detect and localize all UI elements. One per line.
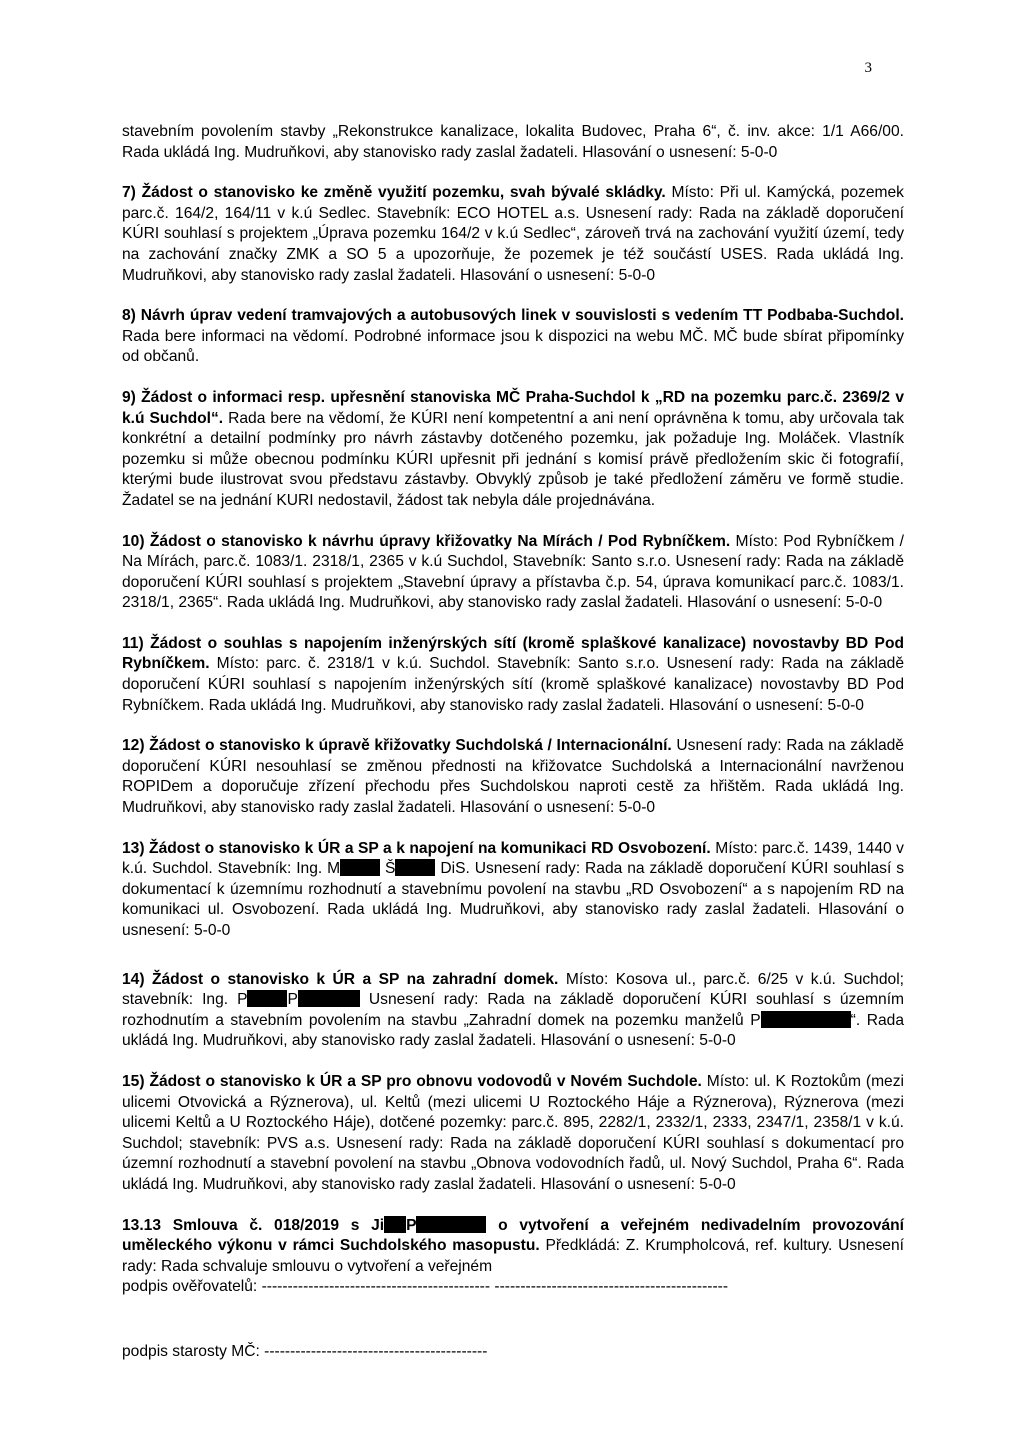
item-7: [122, 183, 904, 286]
item-14: [122, 970, 904, 1052]
redaction-block: [395, 859, 435, 876]
item-7-body: Místo: Při ul. Kamýcká, pozemek parc.č. 164/2, 164/11 v k.ú Sedlec. Stavebník: ECO HOTEL a.s. Usnesení rady: Rada na základě doporučení KÚRI souhlasí s projektem „Úprava pozemku 164/2 v k.ú Sedlec“, zároveň trvá na zachování využití území, tedy na zachování značky ZMK a SO 5 a upozorňuje, že pozemek je též součástí USES. Rada ukládá Ing. Mudruňkovi, aby stanovisko rady zaslal žadateli. Hlasování o usnesení: 5-0-0: [122, 184, 904, 284]
item-10-body: Místo: Pod Rybníčkem / Na Mírách, parc.č. 1083/1. 2318/1, 2365 v k.ú Suchdol, Stavebník: Santo s.r.o. Usnesení rady: Rada na základě doporučení KÚRI souhlasí s projektem „Stavební úpravy a přístavba č.p. 54, úprava komunikací parc.č. 1083/1. 2318/1, 2365“. Rada ukládá Ing. Mudruňkovi, aby stanovisko rady zaslal žadateli. Hlasování o usnesení: 5-0-0: [122, 532, 905, 612]
redaction-block: [384, 1216, 406, 1233]
item-13-title: 13) Žádost o stanovisko k ÚR a SP a k napojení na komunikaci RD Osvobození.: [122, 839, 711, 857]
item-14-body-c: Usnesení rady: Rada na základě doporučení KÚRI souhlasí s územním rozhodnutím a stavebním povolením na stavbu „Zahradní domek na pozemku manželů P: [122, 991, 905, 1029]
item-11: [122, 634, 904, 716]
item-9: [122, 388, 904, 512]
item-8-title: 8) Návrh úprav vedení tramvajových a autobusových linek v souvislosti s vedením TT Podbaba-Suchdol.: [122, 307, 904, 325]
item-14-body-b: P: [287, 991, 298, 1009]
item-14-body-a: Místo: Kosova ul., parc.č. 6/25 v k.ú. Suchdol; stavebník: Ing. P: [122, 970, 905, 1009]
item-13-body-b: Š: [380, 860, 396, 878]
redaction-block: [247, 990, 287, 1007]
item-8: [122, 306, 904, 368]
redaction-block: [298, 990, 360, 1007]
contract-title-b: P: [406, 1216, 417, 1234]
intro-paragraph: stavebním povolením stavby „Rekonstrukce kanalizace, lokalita Budovec, Praha 6“, č. inv. akce: 1/1 A66/00. Rada ukládá Ing. Mudruňkovi, aby stanovisko rady zaslal žadateli. Hlasování o usnesení: 5-0-0: [122, 123, 904, 161]
item-10: [122, 532, 904, 614]
contract-title-a: 13.13 Smlouva č. 018/2019 s Ji: [122, 1216, 385, 1234]
item-7-title: 7) Žádost o stanovisko ke změně využití pozemku, svah bývalé skládky.: [122, 184, 666, 202]
contract-body: Předkládá: Z. Krumpholcová, ref. kultury. Usnesení rady: Rada schvaluje smlouvu o vytvoření a veřejném: [122, 1237, 904, 1275]
contract-item: [122, 1216, 904, 1278]
item-12: [122, 736, 904, 818]
contract-title-c: o vytvoření a veřejném nedivadelním provozování uměleckého výkonu v rámci Suchdolského masopustu.: [122, 1216, 904, 1255]
item-13: [122, 839, 904, 942]
verifiers-signature-line: podpis ověřovatelů: -------------------------------------------- ---------------------------------------------: [122, 1278, 729, 1296]
item-15-body: Místo: ul. K Roztokům (mezi ulicemi Otvovická a Rýznerova), ul. Keltů (mezi ulicemi U Roztockého Háje a Rýznerova), Rýznerova (mezi ulicemi Keltů a U Roztockého Háje), dotčené pozemky: parc.č. 895, 2282/1, 2332/1, 2333, 2347/1, 2358/1 v k.ú. Suchdol; stavebník: PVS a.s. Usnesení rady: Rada na základě doporučení KÚRI souhlasí s dokumentací pro územní rozhodnutí a stavební povolení na stavbu „Obnova vodovodních řadů, ul. Nový Suchdol, Praha 6“. Rada ukládá Ing. Mudruňkovi, aby stanovisko rady zaslal žadateli. Hlasování o usnesení: 5-0-0: [122, 1072, 904, 1193]
item-8-body: Rada bere informaci na vědomí. Podrobné informace jsou k dispozici na webu MČ. MČ bude sbírat připomínky od občanů.: [122, 327, 904, 366]
page-number: 3: [864, 60, 872, 76]
item-13-body-c: DiS. Usnesení rady: Rada na základě doporučení KÚRI souhlasí s dokumentací k územnímu rozhodnutí a stavebnímu povolení na stavbu „RD Osvobození“ a s napojením RD na komunikaci ul. Osvobození. Rada ukládá Ing. Mudruňkovi, aby stanovisko rady zaslal žadateli. Hlasování o usnesení: 5-0-0: [122, 860, 904, 939]
redaction-block: [761, 1011, 851, 1028]
mayor-signature-line: podpis starosty MČ: -------------------------------------------: [122, 1342, 488, 1360]
item-12-title: 12) Žádost o stanovisko k úpravě křižovatky Suchdolská / Internacionální.: [122, 737, 672, 755]
item-13-body-a: Místo: parc.č. 1439, 1440 v k.ú. Suchdol. Stavebník: Ing. M: [122, 839, 904, 878]
item-10-title: 10) Žádost o stanovisko k návrhu úpravy křižovatky Na Mírách / Pod Rybníčkem.: [122, 532, 731, 550]
item-15-title: 15) Žádost o stanovisko k ÚR a SP pro obnovu vodovodů v Novém Suchdole.: [122, 1072, 702, 1090]
redaction-block: [416, 1216, 486, 1233]
item-11-body: Místo: parc. č. 2318/1 v k.ú. Suchdol. Stavebník: Santo s.r.o. Usnesení rady: Rada na základě doporučení KÚRI souhlasí s napojením inženýrských sítí (kromě splaškové kanalizace) novostavby BD Pod Rybníčkem. Rada ukládá Ing. Mudruňkovi, aby stanovisko rady zaslal žadateli. Hlasování o usnesení: 5-0-0: [122, 655, 904, 714]
item-9-title: 9) Žádost o informaci resp. upřesnění stanoviska MČ Praha-Suchdol k „RD na pozemku parc.č. 2369/2 v k.ú Suchdol“.: [122, 388, 904, 427]
item-14-body-d: “. Rada ukládá Ing. Mudruňkovi, aby stanovisko rady zaslal žadateli. Hlasování o usnesení: 5-0-0: [122, 1011, 904, 1050]
redaction-block: [340, 859, 380, 876]
item-12-body: Usnesení rady: Rada na základě doporučení KÚRI nesouhlasí se změnou přednosti na křižovatce Suchdolská a Internacionální navrženou ROPIDem a doporučuje zřízení přechodu přes Suchdolskou naproti cestě za hřištěm. Rada ukládá Ing. Mudruňkovi, aby stanovisko rady zaslal žadateli. Hlasování o usnesení: 5-0-0: [122, 737, 904, 817]
item-14-title: 14) Žádost o stanovisko k ÚR a SP na zahradní domek.: [122, 970, 559, 988]
item-15: [122, 1072, 904, 1196]
item-11-title: 11) Žádost o souhlas s napojením inženýrských sítí (kromě splaškové kanalizace) novostavby BD Pod Rybníčkem.: [122, 634, 904, 673]
item-9-body: Rada bere na vědomí, že KÚRI není kompetentní a ani není oprávněna k tomu, aby určovala tak konkrétní a detailní podmínky pro návrh zástavby dotčeného pozemku, jak požaduje Ing. Moláček. Vlastník pozemku si může obecnou podmínku KÚRI upřesnit při jednání s komisí právě předložením skic či fotografií, kterými bude ilustrovat svou představu zástavby. Obvyklý způsob je také předložení záměru ve formě studie. Žadatel se na jednání KURI nedostavil, žádost tak nebyla dále projednávána.: [122, 409, 905, 509]
